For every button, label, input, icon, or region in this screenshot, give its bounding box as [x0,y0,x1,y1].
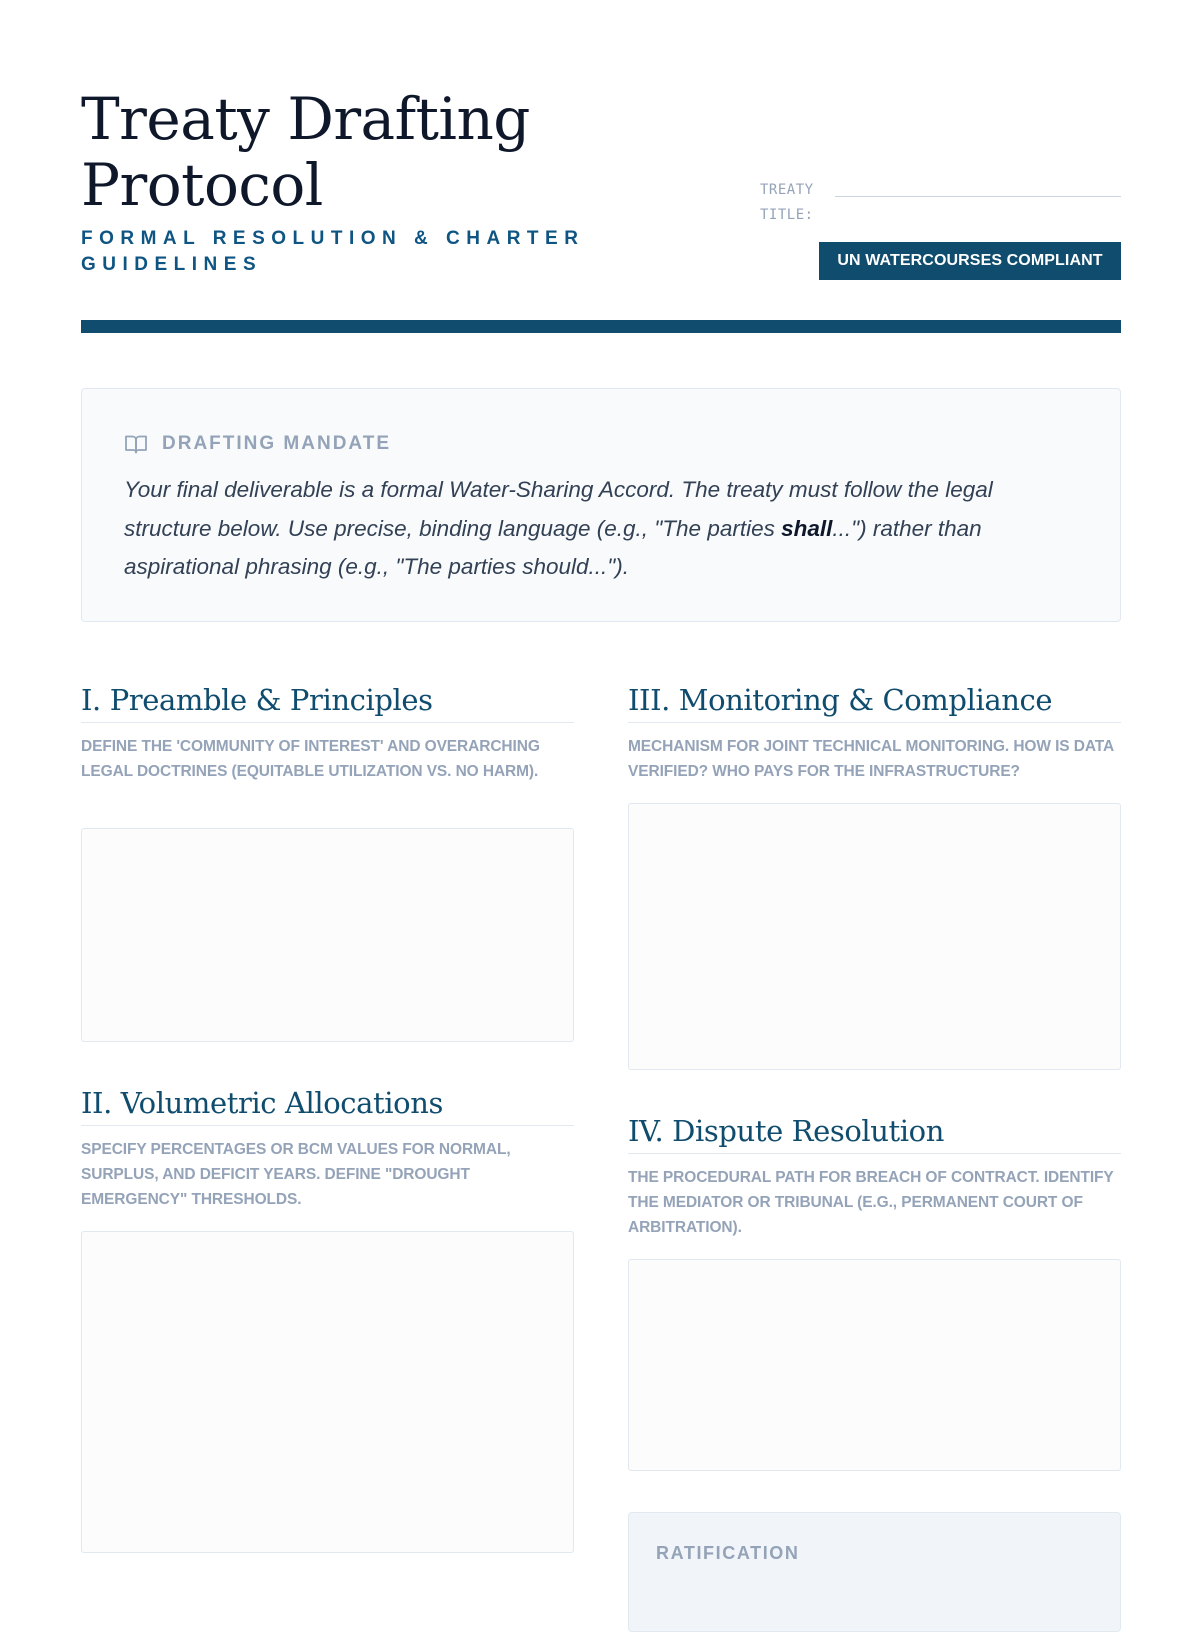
drafting-mandate-header [124,431,391,457]
drafting-mandate-title: DRAFTING MANDATE [162,433,392,454]
page-subtitle-line-1: FORMAL RESOLUTION & CHARTER [81,228,585,249]
treaty-title-label-line-2: TITLE: [760,207,814,223]
book-icon [124,433,148,455]
page-title [81,86,681,218]
section-allocations [81,1083,574,1553]
header-divider [81,320,1121,333]
treaty-title-label [760,178,840,228]
treaty-title-input[interactable] [835,196,1121,197]
section-preamble [81,680,574,1042]
section-dispute-title: IV. Dispute Resolution [628,1111,1121,1154]
section-monitoring-title: III. Monitoring & Compliance [628,680,1121,723]
drafting-mandate-box [81,388,1121,622]
section-preamble-description: DEFINE THE 'COMMUNITY OF INTEREST' AND OVERARCHING LEGAL DOCTRINES (EQUITABLE UTILIZATION VS. NO HARM). [81,738,540,780]
section-allocations-description: SPECIFY PERCENTAGES OR BCM VALUES FOR NORMAL, SURPLUS, AND DEFICIT YEARS. DEFINE "DROUGHT EMERGENCY" THRESHOLDS. [81,1141,511,1208]
section-dispute-description: THE PROCEDURAL PATH FOR BREACH OF CONTRACT. IDENTIFY THE MEDIATOR OR TRIBUNAL (E.G., PERMANENT COURT OF ARBITRATION). [628,1169,1114,1236]
section-preamble-title: I. Preamble & Principles [81,680,574,723]
page-subtitle [81,226,611,278]
drafting-mandate-text-part-2: ...") rather than aspirational phrasing (e.g., "The parties should..."). [124,515,982,579]
treaty-drafting-page [81,0,1121,1600]
monitoring-input[interactable] [628,803,1121,1070]
section-allocations-title: II. Volumetric Allocations [81,1083,574,1126]
section-monitoring [628,680,1121,1070]
page-title-line-2: Protocol [81,151,323,219]
drafting-mandate-emphasis: shall [781,515,833,541]
ratification-title: RATIFICATION [656,1543,800,1563]
treaty-title-field [760,178,1121,228]
preamble-input[interactable] [81,828,574,1042]
drafting-mandate-text [124,471,1084,587]
ratification-box [628,1512,1121,1632]
compliance-badge: UN WATERCOURSES COMPLIANT [819,242,1121,280]
dispute-input[interactable] [628,1259,1121,1471]
section-dispute-resolution [628,1111,1121,1471]
drafting-mandate-text-part-1: Your final deliverable is a formal Water-Sharing Accord. The treaty must follow the legal structure below. Use precise, binding language (e.g., "The parties [124,477,993,541]
allocations-input[interactable] [81,1231,574,1553]
page-header [81,80,1121,285]
treaty-title-label-line-1: TREATY [760,182,814,198]
section-monitoring-description: MECHANISM FOR JOINT TECHNICAL MONITORING. HOW IS DATA VERIFIED? WHO PAYS FOR THE INFRASTRUCTURE? [628,738,1114,780]
page-title-line-1: Treaty Drafting [81,85,530,153]
page-subtitle-line-2: GUIDELINES [81,254,263,275]
